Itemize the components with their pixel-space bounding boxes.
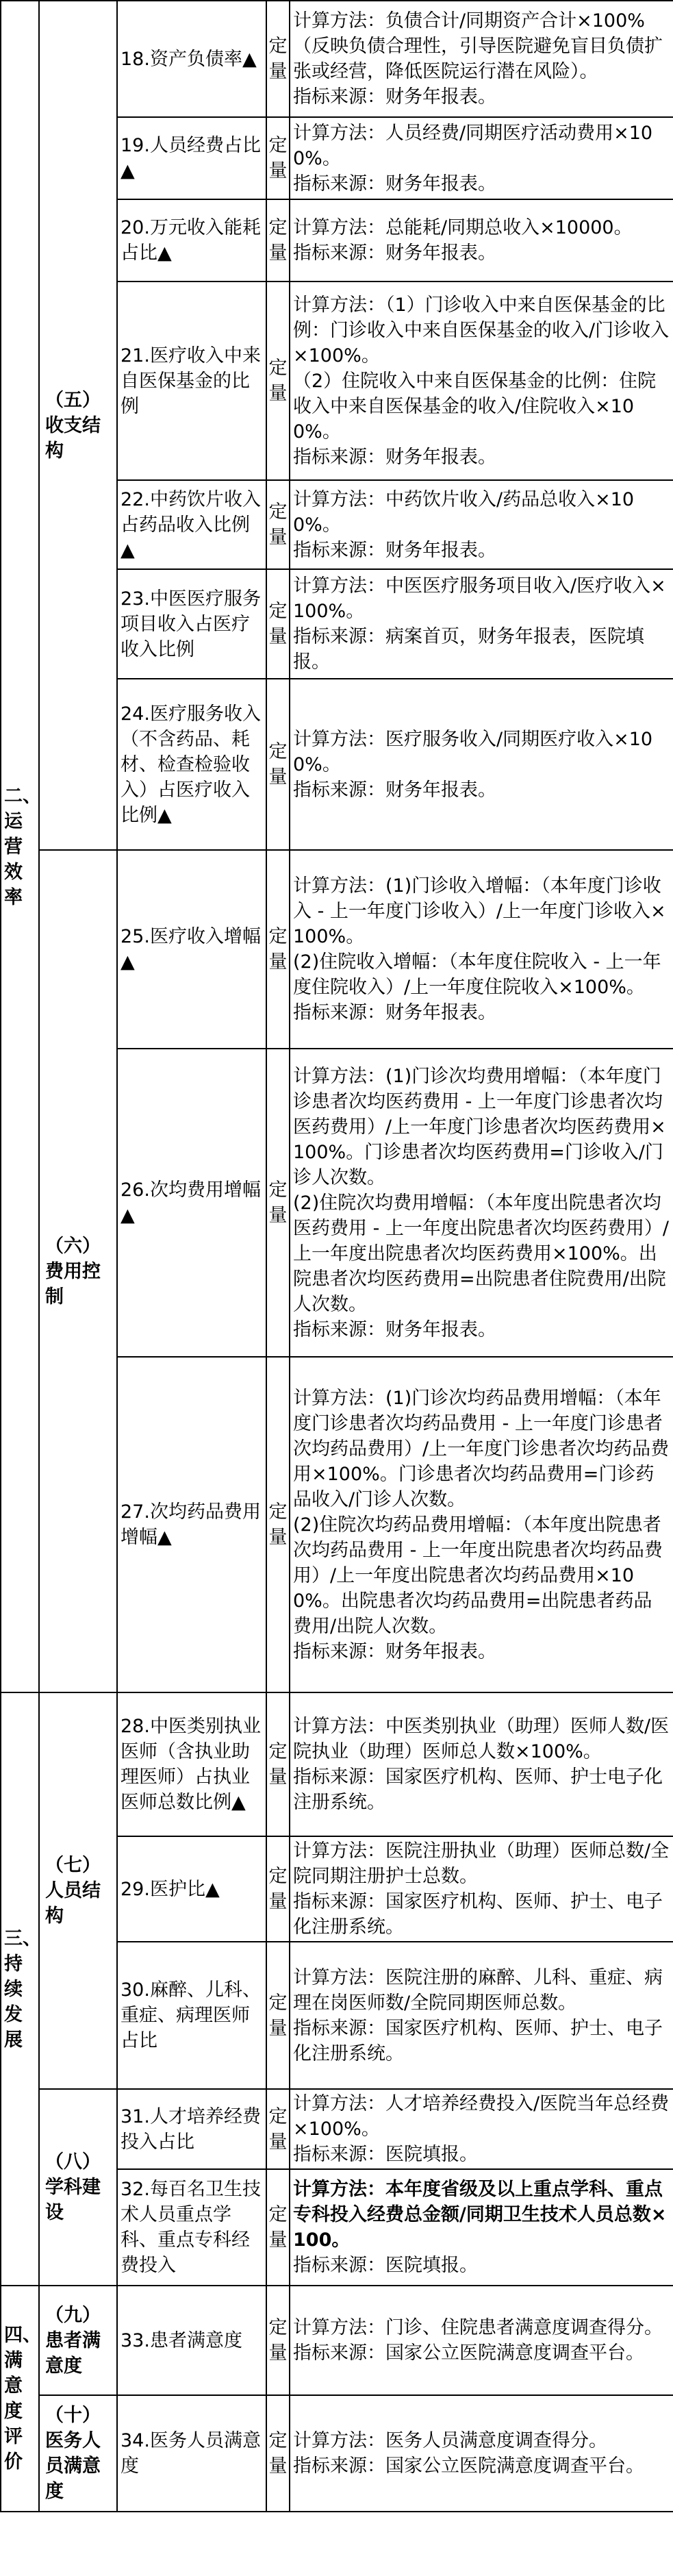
- source-text: 指标来源：国家公立医院满意度调查平台。: [293, 2342, 644, 2364]
- calc-method-text: 计算方法：医疗服务收入/同期医疗收入×100%。: [293, 728, 653, 775]
- calc-method-text: 计算方法：人才培养经费投入/医院当年总经费×100%。: [293, 2093, 670, 2140]
- indicator-cell: 18.资产负债率▲: [117, 1, 266, 117]
- indicator-cell: 33.患者满意度: [117, 2286, 266, 2395]
- table-row: [1, 2089, 673, 2169]
- sub-dimension-cell: （八） 学科建设: [39, 2089, 117, 2286]
- source-text: 指标来源：国家医疗机构、医师、护士、电子化注册系统。: [293, 2017, 663, 2064]
- calc-method-text: 计算方法：医院注册的麻醉、儿科、重症、病理在岗医师数/全院同期医师总数。: [293, 1966, 663, 2014]
- method-cell: [290, 117, 673, 199]
- calc-method-text: 计算方法：总能耗/同期总收入×10000。: [293, 217, 633, 238]
- calc-method-text: 计算方法：中药饮片收入/药品总收入×100%。: [293, 488, 635, 536]
- method-cell: [290, 1692, 673, 1836]
- source-text: 指标来源：病案首页，财务年报表，医院填报。: [293, 626, 644, 673]
- table-row: [1, 850, 673, 1049]
- sub-dimension-cell: （九） 患者满意度: [39, 2286, 117, 2395]
- source-text: 指标来源：国家公立医院满意度调查平台。: [293, 2455, 644, 2477]
- source-text: 指标来源：国家医疗机构、医师、护士电子化注册系统。: [293, 1766, 663, 1813]
- source-text: 指标来源：财务年报表。: [293, 779, 496, 801]
- indicator-cell: 32.每百名卫生技术人员重点学科、重点专科经费投入: [117, 2169, 266, 2286]
- attribute-cell: 定量: [266, 117, 290, 199]
- source-text: 指标来源：财务年报表。: [293, 1002, 496, 1023]
- source-text: 指标来源：医院填报。: [293, 2255, 478, 2276]
- table-row: [1, 1, 673, 117]
- calc-method-text: 计算方法：中医类别执业（助理）医师人数/医院执业（助理）医师总人数×100%。: [293, 1716, 670, 1762]
- method-cell: [290, 2089, 673, 2169]
- calc-method-text: 计算方法：(1)门诊次均药品费用增幅：（本年度门诊患者次均药品费用 - 上一年度门诊患者次均药品费用）/上一年度门诊患者次均药品费用×100%。门诊患者次均药品费用=门诊药品收入/门诊人次数。 (2)住院次均药品费用增幅：（本年度出院患者次均药品费用 - 上一年度出院患者次均药品费用）/上一年度出院患者次均药品费用×100%。出院患者次均药品费用=出院患者药品费用/出院人次数。: [293, 1387, 670, 1637]
- attribute-cell: 定量: [266, 480, 290, 569]
- attribute-cell: 定量: [266, 1942, 290, 2089]
- method-cell: [290, 2169, 673, 2286]
- attribute-cell: 定量: [266, 850, 290, 1049]
- calc-method-text: 计算方法：(1)门诊收入增幅：（本年度门诊收入 - 上一年度门诊收入）/上一年度门诊收入×100%。 (2)住院收入增幅：（本年度住院收入 - 上一年度住院收入）/上一年度住院收入×100%。: [293, 875, 666, 998]
- source-text: 指标来源：财务年报表。: [293, 446, 496, 468]
- calc-method-text: 计算方法：门诊、住院患者满意度调查得分。: [293, 2317, 663, 2338]
- attribute-cell: 定量: [266, 1357, 290, 1692]
- method-cell: [290, 850, 673, 1049]
- sub-dimension-cell: （七） 人员结构: [39, 1692, 117, 2089]
- calc-method-text: 计算方法：人员经费/同期医疗活动费用×100%。: [293, 122, 653, 169]
- attribute-cell: 定量: [266, 1692, 290, 1836]
- calc-method-text: 计算方法：负债合计/同期资产合计×100%（反映负债合理性，引导医院避免盲目负债扩张或经营，降低医院运行潜在风险）。: [293, 10, 663, 82]
- attribute-cell: 定量: [266, 2395, 290, 2512]
- method-cell: [290, 282, 673, 480]
- attribute-cell: 定量: [266, 199, 290, 282]
- attribute-cell: 定量: [266, 2089, 290, 2169]
- calc-method-text: 计算方法：医务人员满意度调查得分。: [293, 2430, 607, 2451]
- attribute-cell: 定量: [266, 282, 290, 480]
- table-row: [1, 2395, 673, 2512]
- attribute-cell: 定量: [266, 569, 290, 679]
- attribute-cell: 定量: [266, 1049, 290, 1357]
- indicator-cell: 34.医务人员满意度: [117, 2395, 266, 2512]
- calc-method-text: 计算方法：（1）门诊收入中来自医保基金的比例：门诊收入中来自医保基金的收入/门诊收入×100%。 （2）住院收入中来自医保基金的比例：住院收入中来自医保基金的收入/住院收入×100%。: [293, 294, 670, 442]
- method-cell: [290, 480, 673, 569]
- table-row: [1, 2286, 673, 2395]
- indicator-cell: 20.万元收入能耗占比▲: [117, 199, 266, 282]
- calc-method-text: 计算方法：中医医疗服务项目收入/医疗收入×100%。: [293, 575, 666, 622]
- indicator-cell: 19.人员经费占比▲: [117, 117, 266, 199]
- dimension-cell: 二、 运营效率: [1, 1, 39, 1692]
- attribute-cell: 定量: [266, 2169, 290, 2286]
- source-text: 指标来源：财务年报表。: [293, 539, 496, 561]
- indicator-cell: 24.医疗服务收入（不含药品、耗材、检查检验收入）占医疗收入比例▲: [117, 679, 266, 850]
- sub-dimension-cell: （五） 收支结构: [39, 1, 117, 850]
- calc-method-text: 计算方法：(1)门诊次均费用增幅：（本年度门诊患者次均医药费用 - 上一年度门诊患者次均医药费用）/上一年度门诊患者次均医药费用×100%。门诊患者次均医药费用=门诊收入/门诊人次数。 (2)住院次均费用增幅：（本年度出院患者次均医药费用 - 上一年度出院患者次均医药费用）/上一年度出院患者次均医药费用×100%。出院患者次均医药费用=出院患者住院费用/出院人次数。: [293, 1065, 670, 1315]
- indicator-cell: 31.人才培养经费投入占比: [117, 2089, 266, 2169]
- source-text: 指标来源：财务年报表。: [293, 173, 496, 195]
- indicator-cell: 22.中药饮片收入占药品收入比例▲: [117, 480, 266, 569]
- indicator-cell: 30.麻醉、儿科、重症、病理医师占比: [117, 1942, 266, 2089]
- table-row: [1, 1692, 673, 1836]
- source-text: 指标来源：财务年报表。: [293, 1318, 496, 1340]
- attribute-cell: 定量: [266, 1836, 290, 1942]
- indicator-cell: 23.中医医疗服务项目收入占医疗收入比例: [117, 569, 266, 679]
- indicator-cell: 27.次均药品费用增幅▲: [117, 1357, 266, 1692]
- method-cell: [290, 2395, 673, 2512]
- source-text: 指标来源：医院填报。: [293, 2144, 478, 2165]
- indicator-cell: 28.中医类别执业医师（含执业助理医师）占执业医师总数比例▲: [117, 1692, 266, 1836]
- dimension-cell: 四、 满意度评价: [1, 2286, 39, 2512]
- attribute-cell: 定量: [266, 1, 290, 117]
- attribute-cell: 定量: [266, 2286, 290, 2395]
- indicator-cell: 26.次均费用增幅▲: [117, 1049, 266, 1357]
- indicator-cell: 29.医护比▲: [117, 1836, 266, 1942]
- attribute-cell: 定量: [266, 679, 290, 850]
- source-text: 指标来源：财务年报表。: [293, 242, 496, 264]
- source-text: 指标来源：财务年报表。: [293, 86, 496, 108]
- calc-method-text: 计算方法：本年度省级及以上重点学科、重点专科投入经费总金额/同期卫生技术人员总数×100。: [293, 2179, 667, 2251]
- dimension-cell: 三、 持续发展: [1, 1692, 39, 2286]
- sub-dimension-cell: （十） 医务人员满意度: [39, 2395, 117, 2512]
- method-cell: [290, 2286, 673, 2395]
- method-cell: [290, 1836, 673, 1942]
- method-cell: [290, 199, 673, 282]
- method-cell: [290, 679, 673, 850]
- source-text: 指标来源：国家医疗机构、医师、护士、电子化注册系统。: [293, 1891, 663, 1938]
- method-cell: [290, 569, 673, 679]
- method-cell: [290, 1049, 673, 1357]
- method-cell: [290, 1942, 673, 2089]
- calc-method-text: 计算方法：医院注册执业（助理）医师总数/全院同期注册护士总数。: [293, 1840, 670, 1887]
- source-text: 指标来源：财务年报表。: [293, 1640, 496, 1662]
- method-cell: [290, 1357, 673, 1692]
- indicator-cell: 25.医疗收入增幅▲: [117, 850, 266, 1049]
- indicator-cell: 21.医疗收入中来自医保基金的比例: [117, 282, 266, 480]
- method-cell: [290, 1, 673, 117]
- sub-dimension-cell: （六） 费用控制: [39, 850, 117, 1692]
